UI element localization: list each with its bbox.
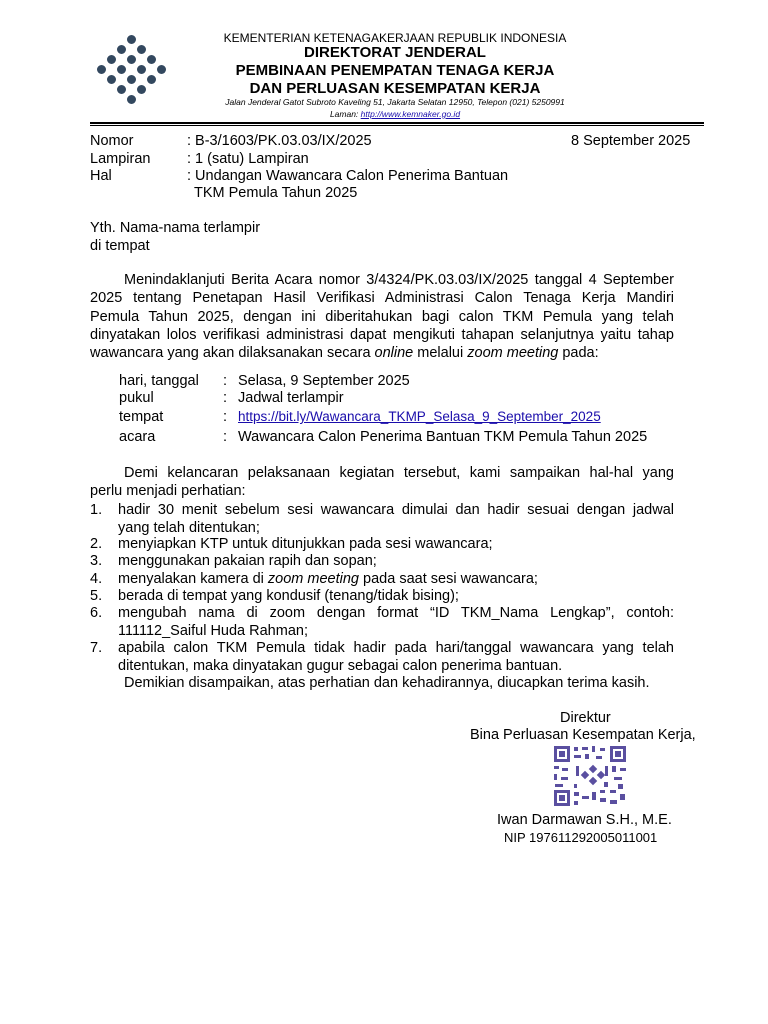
signer-nip: NIP 197611292005011001: [504, 830, 658, 845]
directorate-line-2: PEMBINAAN PENEMPATAN TENAGA KERJA: [235, 62, 555, 79]
ministry-name: KEMENTERIAN KETENAGAKERJAAN REPUBLIK INDONESIA: [223, 31, 567, 45]
notes-intro-line: Demi kelancaran pelaksanaan kegiatan tersebut, kami sampaikan hal-hal yang: [124, 465, 674, 481]
intro-italic: online: [374, 345, 414, 362]
notes-intro-line: perlu menjadi perhatian:: [90, 483, 246, 500]
list-item: [118, 639, 674, 675]
letterhead-divider-thin: [90, 125, 704, 126]
schedule-label-event: acara: [119, 429, 156, 445]
item-number: 3.: [90, 553, 103, 569]
intro-line: [90, 344, 674, 362]
directorate-line-3: DAN PERLUASAN KESEMPATAN KERJA: [249, 80, 541, 97]
intro-text: wawancara yang akan dilaksanakan secara: [90, 345, 375, 362]
list-item: [118, 501, 674, 537]
intro-line: Menindaklanjuti Berita Acara nomor 3/4324/PK.03.03/IX/2025 tanggal 4 September: [124, 272, 674, 288]
schedule-colon: :: [223, 429, 228, 445]
letterhead-divider-thick: [90, 122, 704, 124]
signature-qr-code: [552, 744, 628, 808]
lampiran-label: Lampiran: [90, 151, 151, 167]
list-item-text: menyalakan kamera di: [118, 571, 268, 587]
list-item-line: ditentukan, maka dinyatakan gugur sebagai calon penerima bantuan.: [118, 658, 563, 675]
zoom-meeting-link[interactable]: https://bit.ly/Wawancara_TKMP_Selasa_9_September_2025: [238, 409, 601, 424]
hal-value-line-1: : Undangan Wawancara Calon Penerima Bantuan: [187, 168, 509, 184]
website-link[interactable]: http://www.kemnaker.go.id: [360, 109, 461, 119]
intro-paragraph: [90, 271, 674, 362]
signer-unit: Bina Perluasan Kesempatan Kerja,: [470, 727, 696, 743]
recipient-line-2: di tempat: [90, 238, 150, 254]
list-item-line: yang telah ditentukan;: [118, 520, 260, 537]
closing-text: Demikian disampaikan, atas perhatian dan kehadirannya, diucapkan terima kasih.: [124, 675, 650, 691]
schedule-label-date: hari, tanggal: [119, 373, 199, 389]
schedule-label-time: pukul: [119, 390, 154, 406]
notes-intro: [90, 464, 674, 500]
list-item-italic: zoom meeting: [267, 571, 359, 587]
list-item-line: apabila calon TKM Pemula tidak hadir pada hari/tanggal wawancara yang telah: [118, 640, 674, 656]
list-item-text: pada saat sesi wawancara;: [359, 571, 538, 587]
signer-name: Iwan Darmawan S.H., M.E.: [497, 812, 672, 828]
hal-value-line-2: TKM Pemula Tahun 2025: [194, 185, 358, 201]
schedule-value-date: Selasa, 9 September 2025: [238, 373, 410, 389]
website-line: [190, 109, 600, 119]
office-address: Jalan Jenderal Gatot Subroto Kaveling 51, Jakarta Selatan 12950, Telepon (021) 5250991: [225, 97, 565, 107]
list-item-line: mengubah nama di zoom dengan format “ID TKM_Nama Lengkap”, contoh:: [118, 605, 674, 621]
hal-label: Hal: [90, 168, 112, 184]
intro-line: Pemula Tahun 2025, dengan ini diberitahukan bagi calon TKM Pemula yang telah: [90, 308, 674, 325]
item-number: 7.: [90, 640, 103, 656]
schedule-value-time: Jadwal terlampir: [238, 390, 344, 406]
lampiran-value: : 1 (satu) Lampiran: [187, 151, 309, 167]
list-item: [118, 604, 674, 640]
list-item: [118, 570, 538, 588]
item-number: 6.: [90, 605, 103, 621]
schedule-value-event: Wawancara Calon Penerima Bantuan TKM Pemula Tahun 2025: [238, 429, 648, 445]
item-number: 2.: [90, 536, 103, 552]
intro-text: melalui: [413, 345, 468, 362]
list-item-line: hadir 30 menit sebelum sesi wawancara dimulai dan hadir sesuai dengan jadwal: [118, 502, 674, 518]
kemnaker-logo: [90, 34, 172, 108]
list-item: menyiapkan KTP untuk ditunjukkan pada sesi wawancara;: [118, 536, 493, 552]
item-number: 5.: [90, 588, 103, 604]
schedule-colon: :: [223, 390, 228, 406]
list-item-line: 111112_Saiful Huda Rahman;: [118, 623, 308, 640]
schedule-label-place: tempat: [119, 409, 164, 425]
nomor-label: Nomor: [90, 133, 134, 149]
intro-line: dinyatakan lolos verifikasi administrasi dapat mengikuti tahapan selanjutnya yaitu tahap: [90, 326, 674, 343]
list-item: menggunakan pakaian rapih dan sopan;: [118, 553, 377, 569]
nomor-value: : B-3/1603/PK.03.03/IX/2025: [187, 133, 372, 149]
schedule-colon: :: [223, 409, 228, 425]
signer-title: Direktur: [560, 710, 611, 726]
item-number: 1.: [90, 502, 103, 518]
intro-line: 2025 tentang Penetapan Hasil Verifikasi Administrasi Calon Tenaga Kerja Mandiri: [90, 290, 674, 307]
intro-text: pada:: [558, 345, 599, 362]
item-number: 4.: [90, 571, 103, 587]
directorate-name: DIREKTORAT JENDERAL: [304, 44, 486, 61]
website-label: Laman:: [329, 109, 359, 119]
schedule-colon: :: [223, 373, 228, 389]
list-item: berada di tempat yang kondusif (tenang/tidak bising);: [118, 588, 459, 604]
recipient-line-1: Yth. Nama-nama terlampir: [90, 220, 261, 236]
letter-date: 8 September 2025: [571, 133, 691, 149]
intro-italic: zoom meeting: [467, 345, 559, 362]
